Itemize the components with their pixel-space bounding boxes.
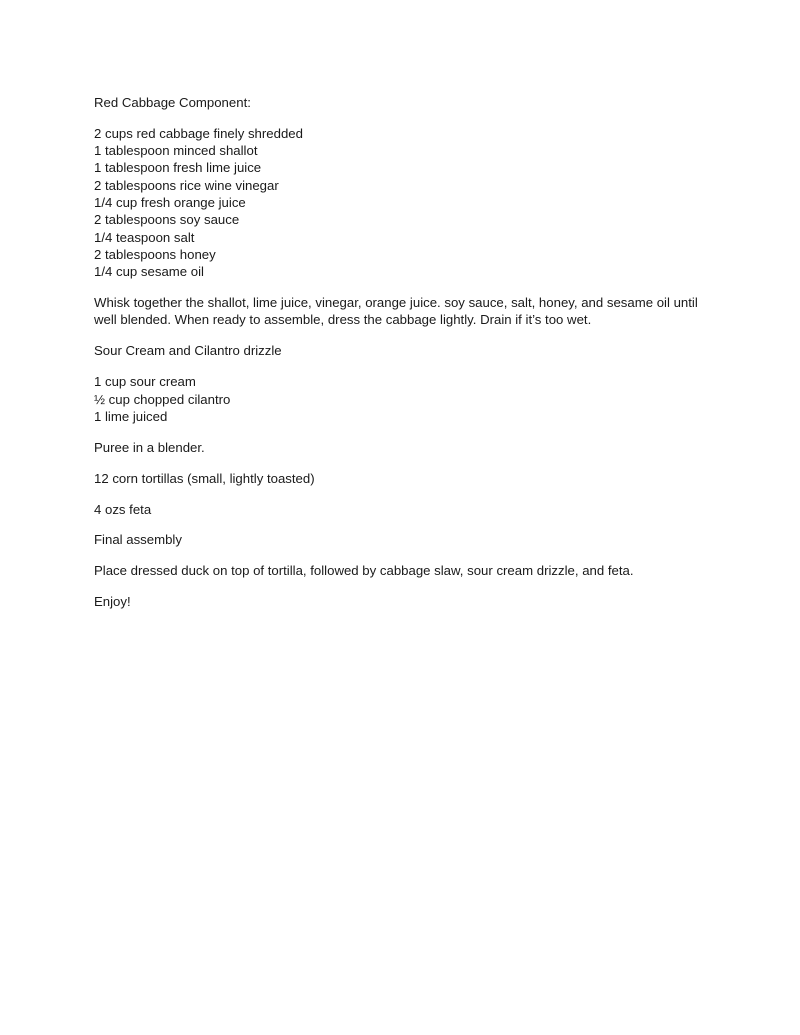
ingredient-line: 1 tablespoon minced shallot: [94, 143, 258, 159]
ingredient-line: 1/4 cup sesame oil: [94, 264, 204, 280]
drizzle-instructions: Puree in a blender.: [94, 439, 205, 455]
ingredient-line: ½ cup chopped cilantro: [94, 391, 231, 407]
instruction-line: well blended. When ready to assemble, dress the cabbage lightly. Drain if it’s too wet.: [94, 312, 592, 328]
ingredient-line: 2 tablespoons honey: [94, 246, 216, 262]
assembly-heading: Final assembly: [94, 532, 182, 548]
feta-line: 4 ozs feta: [94, 501, 152, 517]
drizzle-ingredient-list: [94, 373, 714, 425]
drizzle-heading: Sour Cream and Cilantro drizzle: [94, 343, 282, 359]
ingredient-line: 1 cup sour cream: [94, 374, 196, 390]
cabbage-heading: Red Cabbage Component:: [94, 95, 251, 110]
cabbage-instructions: [94, 294, 714, 329]
closing-line: Enjoy!: [94, 594, 131, 610]
ingredient-line: 1/4 cup fresh orange juice: [94, 195, 246, 211]
ingredient-line: 2 cups red cabbage finely shredded: [94, 125, 303, 141]
ingredient-line: 1 lime juiced: [94, 408, 168, 424]
ingredient-line: 1 tablespoon fresh lime juice: [94, 160, 262, 176]
tortillas-line: 12 corn tortillas (small, lightly toasted): [94, 470, 315, 486]
ingredient-line: 1/4 teaspoon salt: [94, 229, 195, 245]
assembly-instructions: Place dressed duck on top of tortilla, followed by cabbage slaw, sour cream drizzle, and feta.: [94, 563, 634, 579]
document-body: [94, 94, 714, 624]
ingredient-line: 2 tablespoons soy sauce: [94, 212, 240, 228]
instruction-line: Whisk together the shallot, lime juice, vinegar, orange juice. soy sauce, salt, honey, and sesame oil until: [94, 295, 698, 311]
ingredient-line: 2 tablespoons rice wine vinegar: [94, 177, 279, 193]
cabbage-ingredient-list: [94, 125, 714, 281]
